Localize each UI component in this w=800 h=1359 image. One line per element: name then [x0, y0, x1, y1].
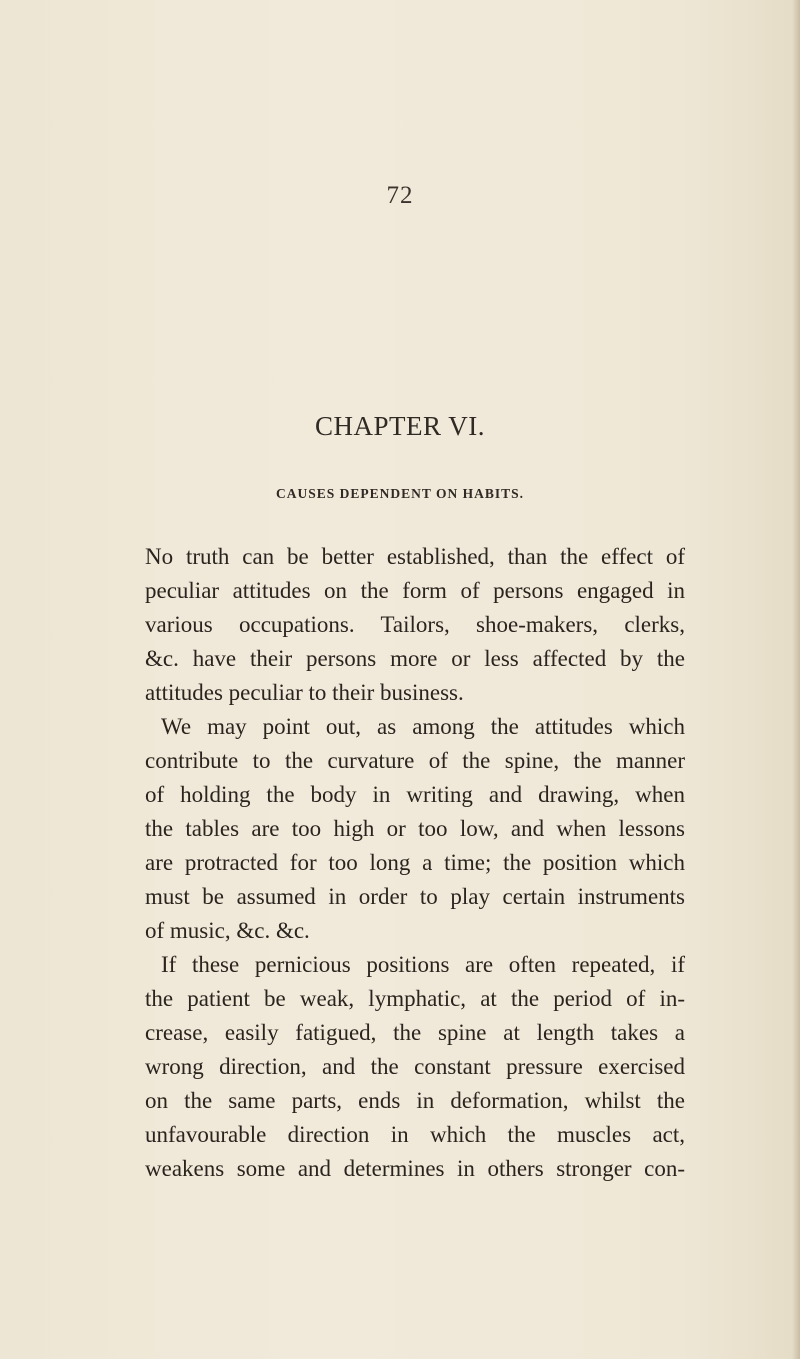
text-line: attitudes peculiar to their business. [145, 680, 464, 705]
page-edge-shadow [792, 0, 800, 1359]
text-line: on the same parts, ends in deformation, whilst the [145, 1088, 685, 1113]
text-line: of holding the body in writing and drawing, when [145, 782, 685, 807]
text-line: crease, easily fatigued, the spine at length takes a [145, 1020, 685, 1045]
text-line: the patient be weak, lymphatic, at the period of in- [145, 986, 685, 1011]
text-line: unfavourable direction in which the muscles act, [145, 1122, 685, 1147]
text-line: peculiar attitudes on the form of persons engaged in [145, 578, 685, 603]
text-line: contribute to the curvature of the spine, the manner [145, 748, 685, 773]
page-number: 72 [386, 182, 414, 209]
text-line: the tables are too high or too low, and when lessons [145, 816, 685, 841]
text-line: must be assumed in order to play certain instruments [145, 884, 685, 909]
text-line: of music, &c. &c. [145, 918, 310, 943]
text-line: &c. have their persons more or less affected by the [145, 646, 685, 671]
text-line: are protracted for too long a time; the position which [145, 850, 685, 875]
chapter-subtitle: CAUSES DEPENDENT ON HABITS. [275, 486, 525, 501]
text-line: No truth can be better established, than the effect of [145, 544, 685, 569]
text-line: We may point out, as among the attitudes which [161, 714, 685, 739]
text-line: wrong direction, and the constant pressure exercised [145, 1054, 685, 1079]
text-line: various occupations. Tailors, shoe-makers, clerks, [145, 612, 685, 637]
text-line: If these pernicious positions are often repeated, if [161, 952, 685, 977]
text-line: weakens some and determines in others stronger con- [145, 1156, 685, 1181]
chapter-title: CHAPTER VI. [314, 411, 486, 441]
